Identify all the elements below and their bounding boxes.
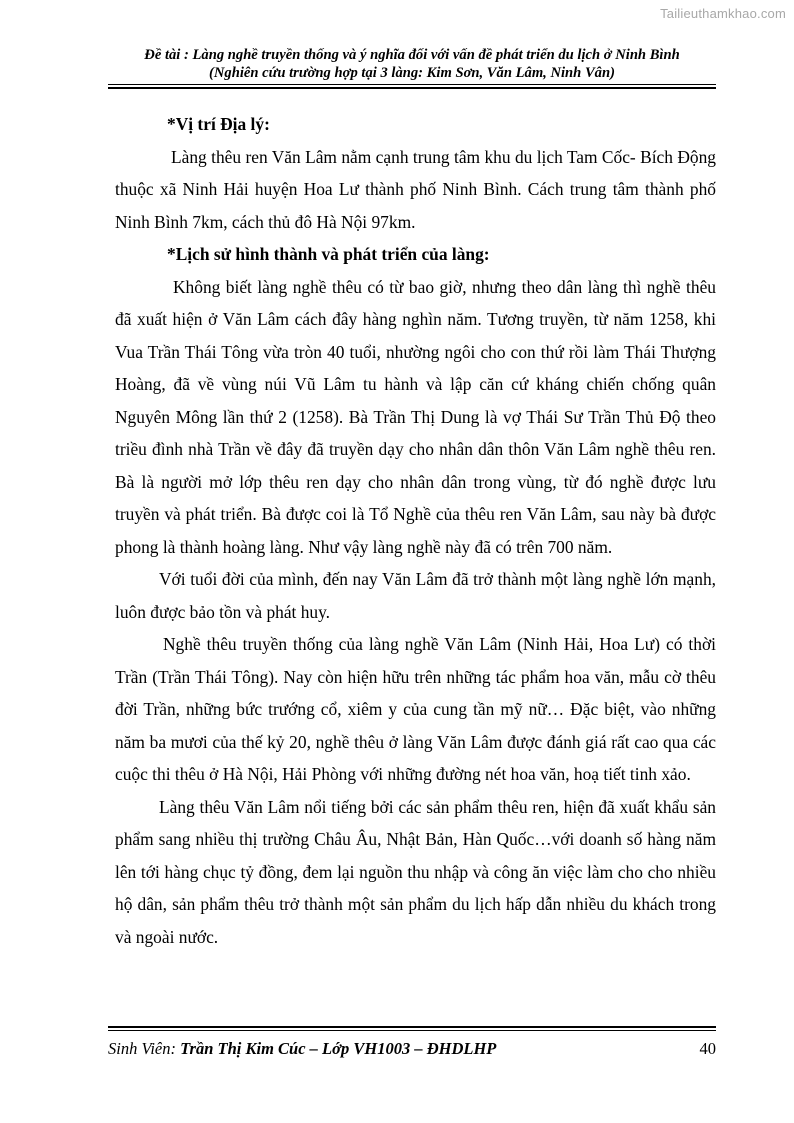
section-heading-history: *Lịch sử hình thành và phát triển của làng: [167,244,490,264]
paragraph-history-age: Với tuổi đời của mình, đến nay Văn Lâm đã trở thành một làng nghề lớn mạnh, luôn được bảo tồn và phát huy. [115,569,716,622]
document-footer [108,1039,716,1059]
watermark-text: Tailieuthamkhao.com [660,6,786,21]
footer-student-label: Sinh Viên: [108,1039,176,1058]
page-body [115,108,716,953]
header-subtitle-line: (Nghiên cứu trường hợp tại 3 làng: Kim Sơn, Văn Lâm, Ninh Vân) [209,65,615,81]
footer-divider [108,1026,716,1031]
paragraph-location: Làng thêu ren Văn Lâm nằm cạnh trung tâm khu du lịch Tam Cốc- Bích Động thuộc xã Ninh Hải huyện Hoa Lư thành phố Ninh Bình. Cách trung tâm thành phố Ninh Bình 7km, cách thủ đô Hà Nội 97km. [115,146,716,232]
paragraph-history-tran: Nghề thêu truyền thống của làng nghề Văn Lâm (Ninh Hải, Hoa Lư) có thời Trần (Trần Thái Tông). Nay còn hiện hữu trên những tác phẩm hoa văn, mẫu cờ thêu đời Trần, những bức trướng cổ, xiêm y của cung tần mỹ nữ… Đặc biệt, vào những năm ba mươi của thế kỷ 20, nghề thêu ở làng Văn Lâm được đánh giá rất cao qua các cuộc thi thêu ở Hà Nội, Hải Phòng với những đường nét hoa văn, hoạ tiết tinh xảo. [115,634,716,784]
header-title-line: Đề tài : Làng nghề truyền thống và ý nghĩa đối với vấn đề phát triển du lịch ở Ninh Bình [144,47,680,63]
paragraph-history-export: Làng thêu Văn Lâm nổi tiếng bởi các sản phẩm thêu ren, hiện đã xuất khẩu sản phẩm sang nhiều thị trường Châu Âu, Nhật Bản, Hàn Quốc…với doanh số hàng năm lên tới hàng chục tỷ đồng, đem lại nguồn thu nhập và công ăn việc làm cho cho nhiều hộ dân, sản phẩm thêu trở thành một sản phẩm du lịch hấp dẫn nhiều du khách trong và ngoài nước. [115,796,716,947]
section-heading-location: *Vị trí Địa lý: [167,114,270,134]
document-header [108,46,716,82]
paragraph-history-origin: Không biết làng nghề thêu có từ bao giờ, nhưng theo dân làng thì nghề thêu đã xuất hiện ở Văn Lâm cách đây hàng nghìn năm. Tương truyền, từ năm 1258, khi Vua Trần Thái Tông vừa tròn 40 tuổi, nhường ngôi cho con thứ rồi làm Thái Thượng Hoàng, đã về vùng núi Vũ Lâm tu hành và lập căn cứ kháng chiến chống quân Nguyên Mông lần thứ 2 (1258). Bà Trần Thị Dung là vợ Thái Sư Trần Thủ Độ theo triều đình nhà Trần về đây đã truyền dạy cho nhân dân thôn Văn Lâm nghề thêu ren. Bà là người mở lớp thêu ren dạy cho nhân dân trong vùng, từ đó nghề được lưu truyền và phát triển. Bà được coi là Tổ Nghề của thêu ren Văn Lâm, sau này bà được phong là thành hoàng làng. Như vậy làng nghề này đã có trên 700 năm. [115,276,716,557]
page-number: 40 [699,1039,716,1058]
footer-student-info: Trần Thị Kim Cúc – Lớp VH1003 – ĐHDLHP [180,1039,497,1058]
